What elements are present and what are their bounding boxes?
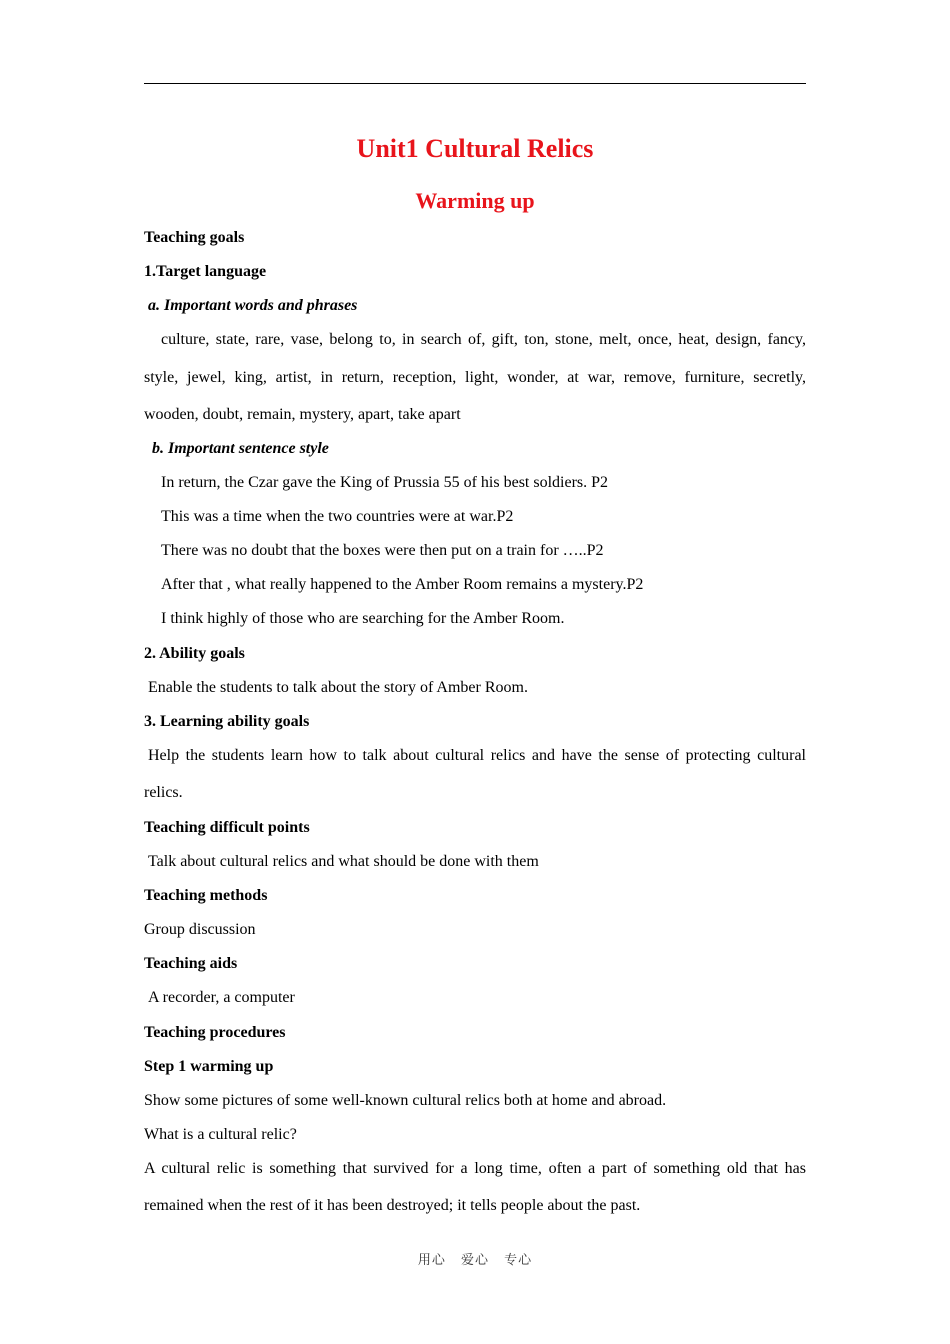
learning-goals-text-2: relics. xyxy=(144,784,183,801)
words-line-3: wooden, doubt, remain, mystery, apart, take apart xyxy=(144,406,461,423)
words-heading: a. Important words and phrases xyxy=(148,297,358,314)
sentence-heading: b. Important sentence style xyxy=(152,440,329,457)
answer-text-2: remained when the rest of it has been destroyed; it tells people about the past. xyxy=(144,1197,641,1214)
section-title: Warming up xyxy=(415,188,535,213)
difficult-points-text: Talk about cultural relics and what should be done with them xyxy=(148,853,539,870)
sentence-item: After that , what really happened to the Amber Room remains a mystery.P2 xyxy=(161,576,644,593)
teaching-aids-heading: Teaching aids xyxy=(144,955,238,972)
learning-goals-heading: 3. Learning ability goals xyxy=(144,713,310,730)
sentence-item: There was no doubt that the boxes were then put on a train for …..P2 xyxy=(161,542,604,559)
question-text: What is a cultural relic? xyxy=(144,1126,297,1143)
target-language-heading: 1.Target language xyxy=(144,263,267,280)
ability-goals-heading: 2. Ability goals xyxy=(144,645,245,662)
ability-goals-text: Enable the students to talk about the story of Amber Room. xyxy=(148,679,528,696)
learning-goals-text-1: Help the students learn how to talk about cultural relics and have the sense of protecting cultural xyxy=(148,747,806,764)
teaching-methods-heading: Teaching methods xyxy=(144,887,268,904)
sentence-item: This was a time when the two countries were at war.P2 xyxy=(161,508,514,525)
difficult-points-heading: Teaching difficult points xyxy=(144,819,310,836)
teaching-methods-text: Group discussion xyxy=(144,921,256,938)
page-title: Unit1 Cultural Relics xyxy=(356,134,594,163)
teaching-goals-heading: Teaching goals xyxy=(144,229,245,246)
answer-text-1: A cultural relic is something that survived for a long time, often a part of something old that has xyxy=(144,1160,806,1177)
page-footer: 用心 爱心 专心 xyxy=(417,1253,533,1268)
header-rule xyxy=(144,83,806,84)
teaching-aids-text: A recorder, a computer xyxy=(148,989,295,1006)
teaching-procedures-heading: Teaching procedures xyxy=(144,1024,286,1041)
sentence-item: In return, the Czar gave the King of Prussia 55 of his best soldiers. P2 xyxy=(161,474,609,491)
step-1-text: Show some pictures of some well-known cultural relics both at home and abroad. xyxy=(144,1092,667,1109)
step-1-heading: Step 1 warming up xyxy=(144,1058,274,1075)
words-line-2: style, jewel, king, artist, in return, reception, light, wonder, at war, remove, furniture, secretly, xyxy=(144,369,806,386)
words-line-1: culture, state, rare, vase, belong to, in search of, gift, ton, stone, melt, once, heat, design, fancy, xyxy=(161,331,806,348)
sentence-item: I think highly of those who are searching for the Amber Room. xyxy=(161,610,565,627)
